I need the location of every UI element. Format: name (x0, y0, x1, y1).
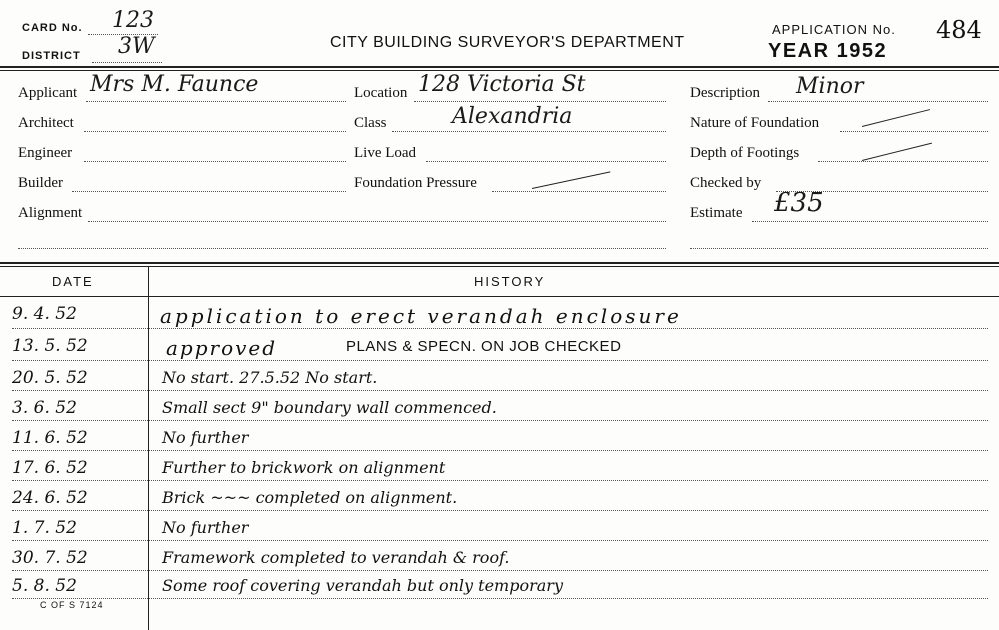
district-line (92, 62, 162, 63)
row-entry: No further (162, 428, 249, 447)
row-date: 3. 6. 52 (12, 398, 77, 418)
row-line (12, 450, 988, 451)
architect-line (84, 131, 346, 132)
foundation-pressure-label: Foundation Pressure (354, 175, 477, 191)
row-entry: Small sect 9" boundary wall commenced. (162, 398, 497, 417)
department-title: CITY BUILDING SURVEYOR'S DEPARTMENT (330, 34, 685, 51)
estimate-value: £35 (774, 188, 824, 218)
architect-label: Architect (18, 115, 74, 131)
row-date: 13. 5. 52 (12, 336, 88, 356)
builder-label: Builder (18, 175, 63, 191)
row-date: 17. 6. 52 (12, 458, 88, 478)
card-no-value: 123 (112, 8, 154, 33)
engineer-line (84, 161, 346, 162)
row-date: 1. 7. 52 (12, 518, 77, 538)
row-date: 30. 7. 52 (12, 548, 88, 568)
foundation-pressure-strike (532, 171, 610, 189)
depth-of-footings-strike (862, 143, 932, 161)
application-no-label: APPLICATION No. (772, 22, 896, 37)
location-label: Location (354, 85, 408, 101)
live-load-label: Live Load (354, 145, 417, 161)
row-date: 20. 5. 52 (12, 368, 88, 388)
description-value: Minor (796, 74, 864, 99)
row-line (12, 598, 988, 599)
header-rule-bottom (0, 70, 999, 71)
history-column-header: HISTORY (474, 274, 546, 289)
table-header-rule (0, 296, 999, 297)
foundation-pressure-line (492, 191, 666, 192)
depth-of-footings-line (818, 161, 988, 162)
blank-line-2 (690, 248, 988, 249)
blank-line (18, 248, 666, 249)
row-entry: Further to brickwork on alignment (162, 458, 446, 477)
plans-checked-stamp: PLANS & SPECN. ON JOB CHECKED (346, 338, 622, 355)
row-line (12, 570, 988, 571)
row-entry: No start. 27.5.52 No start. (162, 368, 378, 387)
builder-line (72, 191, 346, 192)
row-line (12, 480, 988, 481)
district-label: DISTRICT (22, 50, 81, 62)
row-line (12, 360, 988, 361)
location-value: 128 Victoria St (418, 72, 586, 97)
description-line (768, 101, 988, 102)
nature-of-foundation-line (840, 131, 988, 132)
row-line (12, 390, 988, 391)
row-date: 9. 4. 52 (12, 304, 77, 324)
checked-by-label: Checked by (690, 175, 762, 191)
applicant-line (86, 101, 346, 102)
description-label: Description (690, 85, 760, 101)
estimate-line (752, 221, 988, 222)
row-date: 11. 6. 52 (12, 428, 88, 448)
district-value: 3W (118, 34, 155, 59)
date-column-header: DATE (52, 274, 94, 289)
row-entry: application to erect verandah enclosure (160, 304, 682, 328)
alignment-label: Alignment (18, 205, 83, 221)
class-line (392, 131, 666, 132)
engineer-label: Engineer (18, 145, 73, 161)
live-load-line (426, 161, 666, 162)
alignment-line (88, 221, 666, 222)
class-label: Class (354, 115, 387, 131)
row-line (12, 540, 988, 541)
row-line (12, 510, 988, 511)
table-rule-top (0, 262, 999, 264)
year-label: YEAR 1952 (768, 40, 888, 62)
estimate-label: Estimate (690, 205, 743, 221)
nature-of-foundation-label: Nature of Foundation (690, 115, 820, 131)
application-no-value: 484 (936, 16, 982, 44)
applicant-value: Mrs M. Faunce (90, 72, 259, 97)
nature-of-foundation-strike (862, 109, 930, 127)
row-line (12, 328, 988, 329)
row-entry: Some roof covering verandah but only temporary (162, 576, 563, 595)
row-entry: Framework completed to verandah & roof. (162, 548, 510, 567)
row-date: 5. 8. 52 (12, 576, 77, 596)
row-date: 24. 6. 52 (12, 488, 88, 508)
table-rule-top-2 (0, 266, 999, 267)
form-code: C OF S 7124 (40, 600, 104, 610)
row-entry: No further (162, 518, 249, 537)
applicant-label: Applicant (18, 85, 78, 101)
class-value: Alexandria (452, 104, 573, 129)
location-line (414, 101, 666, 102)
row-entry: Brick ~~~ completed on alignment. (162, 488, 458, 507)
card-no-label: CARD No. (22, 22, 83, 34)
row-entry: approved (166, 336, 278, 360)
header-rule-top (0, 66, 999, 68)
depth-of-footings-label: Depth of Footings (690, 145, 800, 161)
row-line (12, 420, 988, 421)
